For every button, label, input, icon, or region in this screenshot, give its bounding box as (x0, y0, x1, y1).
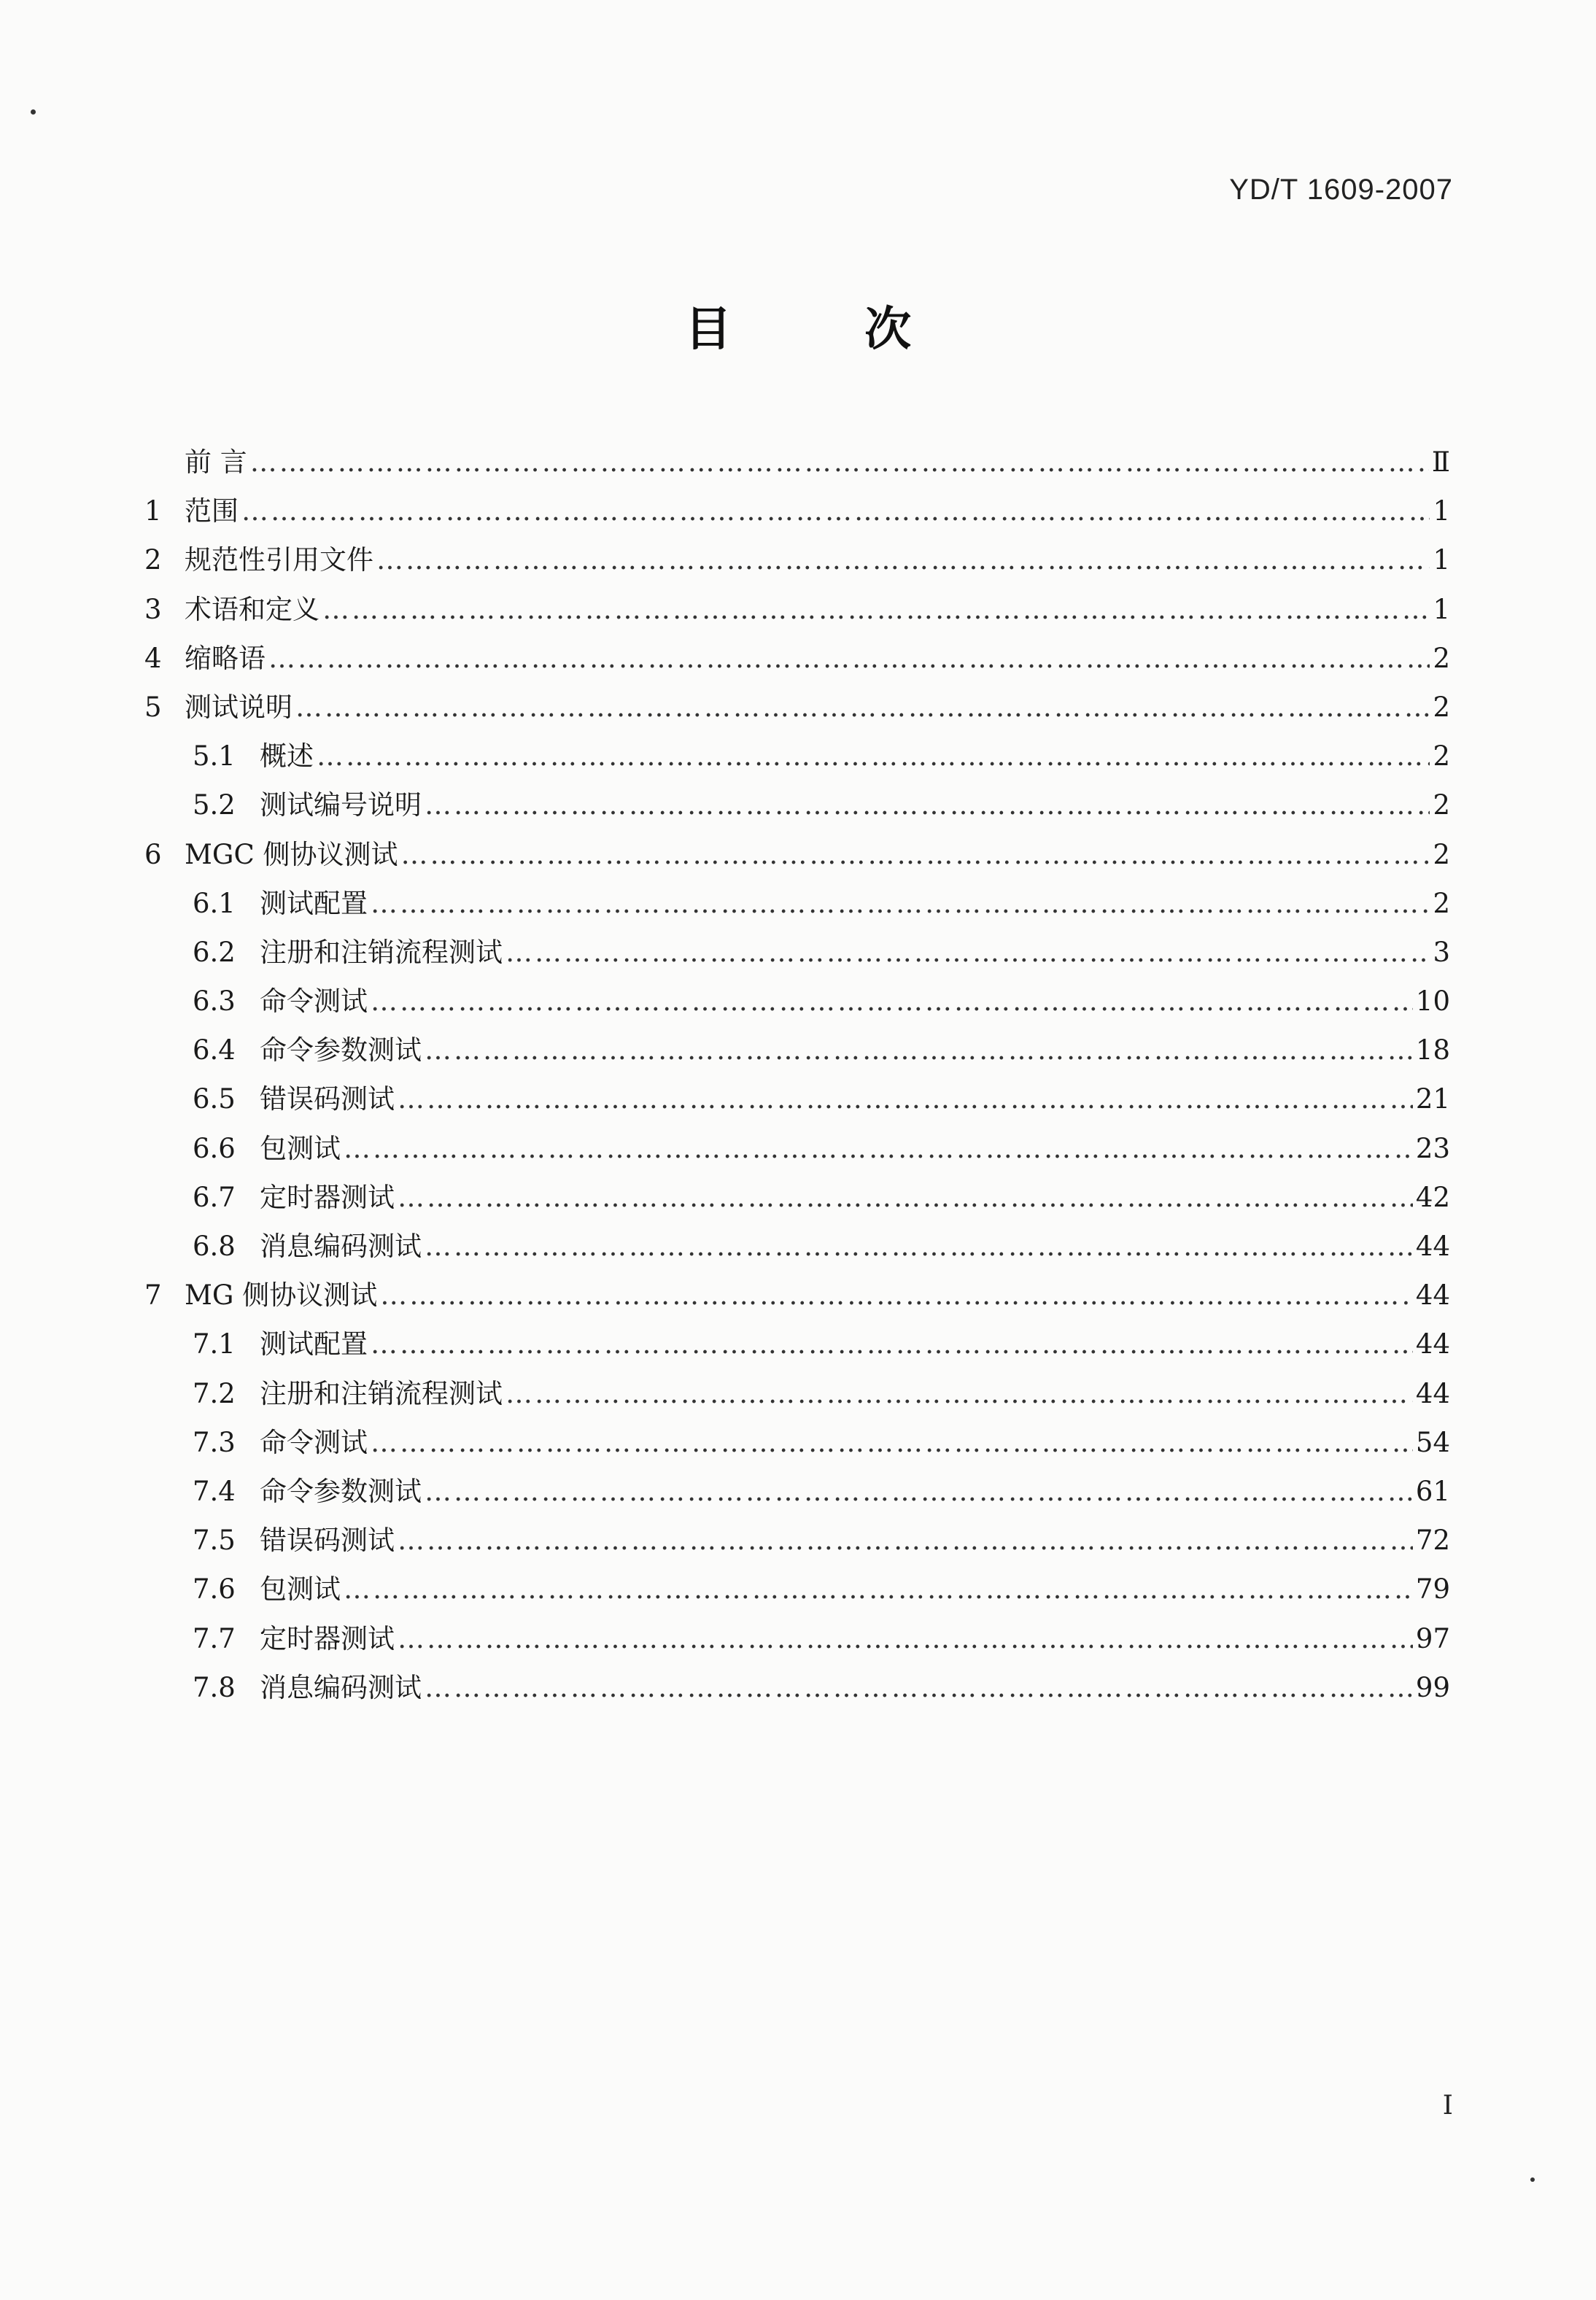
toc-entry-page: 2 (1433, 642, 1450, 674)
toc-entry-page: 23 (1415, 1132, 1450, 1164)
toc-entry-title: 测试配置 (260, 1328, 368, 1360)
toc-entry[interactable] (144, 438, 1450, 487)
toc-entry-number: 6.3 (193, 986, 236, 1018)
toc-entry-number: 6.6 (193, 1132, 236, 1164)
toc-entry[interactable] (144, 830, 1450, 879)
toc-entry[interactable] (144, 1614, 1450, 1663)
toc-leader-dots (425, 1467, 1413, 1516)
table-of-contents (144, 438, 1450, 1712)
toc-entry[interactable] (144, 1418, 1450, 1467)
toc-leader-dots (398, 1075, 1413, 1123)
page-number: I (1442, 2091, 1453, 2121)
toc-entry-page: 18 (1415, 1034, 1450, 1066)
scan-speck (31, 109, 36, 115)
toc-entry[interactable] (144, 1075, 1450, 1123)
toc-leader-dots (376, 535, 1430, 584)
toc-entry-page: 2 (1433, 691, 1450, 723)
toc-entry[interactable] (144, 585, 1450, 634)
toc-leader-dots (371, 977, 1413, 1026)
toc-entry-number: 5 (144, 691, 162, 723)
toc-entry-title: 规范性引用文件 (185, 544, 373, 576)
toc-entry-number: 3 (144, 593, 162, 625)
toc-leader-dots (425, 781, 1430, 829)
toc-entry[interactable] (144, 1516, 1450, 1565)
toc-leader-dots (344, 1124, 1413, 1173)
toc-leader-dots (401, 830, 1430, 879)
toc-entry-title: 消息编码测试 (260, 1231, 422, 1262)
toc-entry-title: 测试编号说明 (260, 789, 422, 821)
toc-entry-title: 概述 (260, 740, 314, 773)
toc-entry-title: 错误码测试 (260, 1525, 395, 1557)
standard-code: YD/T 1609-2007 (1229, 174, 1453, 206)
toc-leader-dots (344, 1565, 1413, 1614)
toc-entry-page: 1 (1433, 593, 1450, 625)
toc-leader-dots (250, 438, 1429, 487)
toc-entry-number: 2 (144, 544, 162, 576)
toc-entry-number: 4 (144, 642, 162, 674)
toc-entry-title: 测试配置 (260, 887, 368, 919)
toc-leader-dots (268, 634, 1430, 683)
toc-entry-number: 5.1 (193, 740, 236, 773)
toc-entry-page: 44 (1415, 1231, 1450, 1262)
toc-leader-dots (398, 1614, 1413, 1663)
toc-entry[interactable] (144, 781, 1450, 829)
toc-entry[interactable] (144, 928, 1450, 977)
toc-leader-dots (505, 1369, 1413, 1418)
toc-entry-title: 缩略语 (185, 642, 266, 674)
toc-leader-dots (317, 732, 1430, 781)
toc-entry-page: 2 (1433, 740, 1450, 773)
toc-entry-page: 10 (1415, 986, 1450, 1018)
toc-entry[interactable] (144, 535, 1450, 584)
toc-entry[interactable] (144, 1320, 1450, 1368)
toc-entry-number: 6.8 (193, 1231, 236, 1262)
toc-entry-page: 1 (1433, 544, 1450, 576)
toc-entry-number: 7.7 (193, 1622, 236, 1654)
toc-entry-number: 6.2 (193, 936, 236, 968)
toc-entry-number: 7.4 (193, 1475, 236, 1507)
toc-entry-title: 错误码测试 (260, 1083, 395, 1115)
toc-leader-dots (295, 683, 1430, 732)
page-title: 目 次 (684, 303, 970, 357)
toc-leader-dots (398, 1516, 1413, 1565)
toc-entry-number: 5.2 (193, 789, 236, 821)
toc-entry-title: 测试说明 (185, 691, 293, 723)
toc-entry-number: 7.3 (193, 1426, 236, 1458)
toc-entry-page: 2 (1433, 789, 1450, 821)
toc-entry-title: 术语和定义 (185, 593, 319, 625)
toc-entry-number: 7.8 (193, 1671, 236, 1703)
toc-entry[interactable] (144, 879, 1450, 928)
toc-entry-page: 2 (1433, 838, 1450, 870)
toc-entry-number: 6 (144, 838, 162, 870)
toc-entry-page: 61 (1415, 1475, 1450, 1507)
toc-entry[interactable] (144, 487, 1450, 535)
toc-entry[interactable] (144, 1173, 1450, 1222)
toc-entry-title: 命令参数测试 (260, 1034, 422, 1066)
toc-entry-page: 99 (1415, 1671, 1450, 1703)
toc-entry-page: 44 (1415, 1377, 1450, 1409)
toc-entry-number: 6.4 (193, 1034, 236, 1066)
toc-entry-title: 命令测试 (260, 1426, 368, 1458)
scan-speck (1530, 2177, 1535, 2182)
toc-entry[interactable] (144, 1271, 1450, 1320)
toc-entry-page: 79 (1415, 1573, 1450, 1606)
toc-entry-title: 消息编码测试 (260, 1671, 422, 1703)
toc-leader-dots (241, 487, 1430, 535)
toc-entry-title: 注册和注销流程测试 (260, 1377, 503, 1409)
toc-entry-page: 97 (1415, 1622, 1450, 1654)
toc-entry-page: 1 (1433, 495, 1450, 527)
toc-entry-title: 定时器测试 (260, 1181, 395, 1213)
toc-leader-dots (505, 928, 1430, 977)
toc-entry-title: MG 侧协议测试 (185, 1279, 378, 1312)
toc-leader-dots (425, 1026, 1413, 1075)
toc-entry-number: 7.2 (193, 1377, 236, 1409)
toc-leader-dots (371, 1320, 1413, 1368)
toc-leader-dots (371, 1418, 1413, 1467)
toc-entry-page: 44 (1415, 1279, 1450, 1312)
toc-entry[interactable] (144, 1026, 1450, 1075)
toc-entry-title: 命令参数测试 (260, 1475, 422, 1507)
toc-entry[interactable] (144, 683, 1450, 732)
toc-entry-page: 3 (1433, 936, 1450, 968)
toc-leader-dots (371, 879, 1430, 928)
toc-entry-page: 54 (1415, 1426, 1450, 1458)
toc-entry-page: Ⅱ (1431, 446, 1450, 478)
toc-entry-page: 42 (1415, 1181, 1450, 1213)
toc-entry-page: 44 (1415, 1328, 1450, 1360)
toc-entry-page: 72 (1415, 1525, 1450, 1557)
toc-entry-number: 7 (144, 1279, 162, 1312)
toc-leader-dots (425, 1222, 1413, 1271)
toc-entry-title: 包测试 (260, 1132, 341, 1164)
toc-entry-page: 21 (1415, 1083, 1450, 1115)
toc-entry[interactable] (144, 1222, 1450, 1271)
toc-entry-number: 1 (144, 495, 162, 527)
toc-entry-number: 7.1 (193, 1328, 236, 1360)
toc-entry-number: 7.6 (193, 1573, 236, 1606)
toc-entry-number: 6.7 (193, 1181, 236, 1213)
toc-entry-number: 6.5 (193, 1083, 236, 1115)
toc-entry[interactable] (144, 977, 1450, 1026)
toc-entry[interactable] (144, 1663, 1450, 1712)
toc-entry-title: 前 言 (185, 446, 247, 478)
toc-entry-title: 范围 (185, 495, 239, 527)
toc-entry[interactable] (144, 1467, 1450, 1516)
toc-entry[interactable] (144, 1369, 1450, 1418)
toc-entry[interactable] (144, 1124, 1450, 1173)
toc-entry[interactable] (144, 634, 1450, 683)
toc-entry-title: 包测试 (260, 1573, 341, 1606)
toc-leader-dots (380, 1271, 1413, 1320)
toc-entry-page: 2 (1433, 887, 1450, 919)
toc-entry[interactable] (144, 732, 1450, 781)
toc-leader-dots (398, 1173, 1413, 1222)
toc-leader-dots (322, 585, 1430, 634)
toc-entry-title: 注册和注销流程测试 (260, 936, 503, 968)
toc-entry[interactable] (144, 1565, 1450, 1614)
toc-entry-number: 6.1 (193, 887, 236, 919)
toc-entry-number: 7.5 (193, 1525, 236, 1557)
toc-entry-title: MGC 侧协议测试 (185, 838, 398, 870)
toc-leader-dots (425, 1663, 1413, 1712)
toc-entry-title: 定时器测试 (260, 1622, 395, 1654)
toc-entry-title: 命令测试 (260, 986, 368, 1018)
